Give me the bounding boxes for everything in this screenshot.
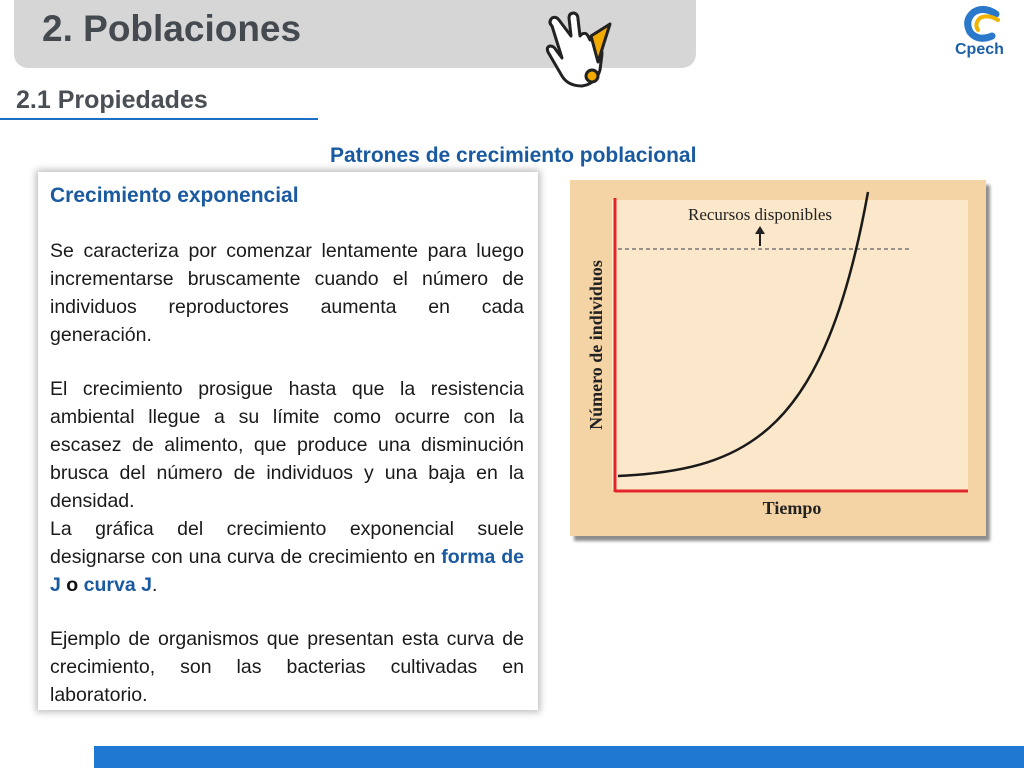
paragraph-example: Ejemplo de organismos que presentan esta curva de crecimiento, son las bacterias cultivadas en laboratorio. — [50, 628, 524, 706]
j-curve-text-start: La gráfica del crecimiento exponencial suele designarse con una curva de crecimiento en — [50, 518, 524, 568]
card-body — [50, 237, 524, 709]
x-axis-label: Tiempo — [762, 498, 822, 518]
logo-text: Cpech — [955, 41, 1004, 58]
section-subtitle: 2.1 Propiedades — [16, 86, 208, 114]
section-heading: Patrones de crecimiento poblacional — [330, 144, 697, 167]
page-title: 2. Poblaciones — [42, 8, 302, 49]
y-axis-label: Número de individuos — [586, 260, 606, 430]
paragraph-j-curve — [50, 515, 524, 599]
pointing-hand-icon — [538, 6, 616, 90]
curve-j-term: curva J — [83, 574, 152, 596]
subtitle-underline — [0, 118, 318, 120]
card-title: Crecimiento exponencial — [50, 184, 299, 207]
growth-graph — [570, 180, 986, 536]
paragraph-description: Se caracteriza por comenzar lentamente para luego incrementarse bruscamente cuando el número de individuos reproductores aumenta en cada generación. — [50, 240, 524, 346]
resource-label: Recursos disponibles — [687, 205, 833, 224]
footer-bar — [94, 746, 1024, 768]
or-word: o — [66, 574, 79, 596]
j-curve-text-end: . — [151, 574, 158, 596]
j-shape-term: forma de J — [50, 546, 525, 596]
text-card — [38, 172, 538, 710]
paragraph-limit: El crecimiento prosigue hasta que la resistencia ambiental llegue a su límite como ocurre con la escasez de alimento, que produce una disminución brusca del número de individuos y una baja en la densidad. — [50, 378, 524, 512]
